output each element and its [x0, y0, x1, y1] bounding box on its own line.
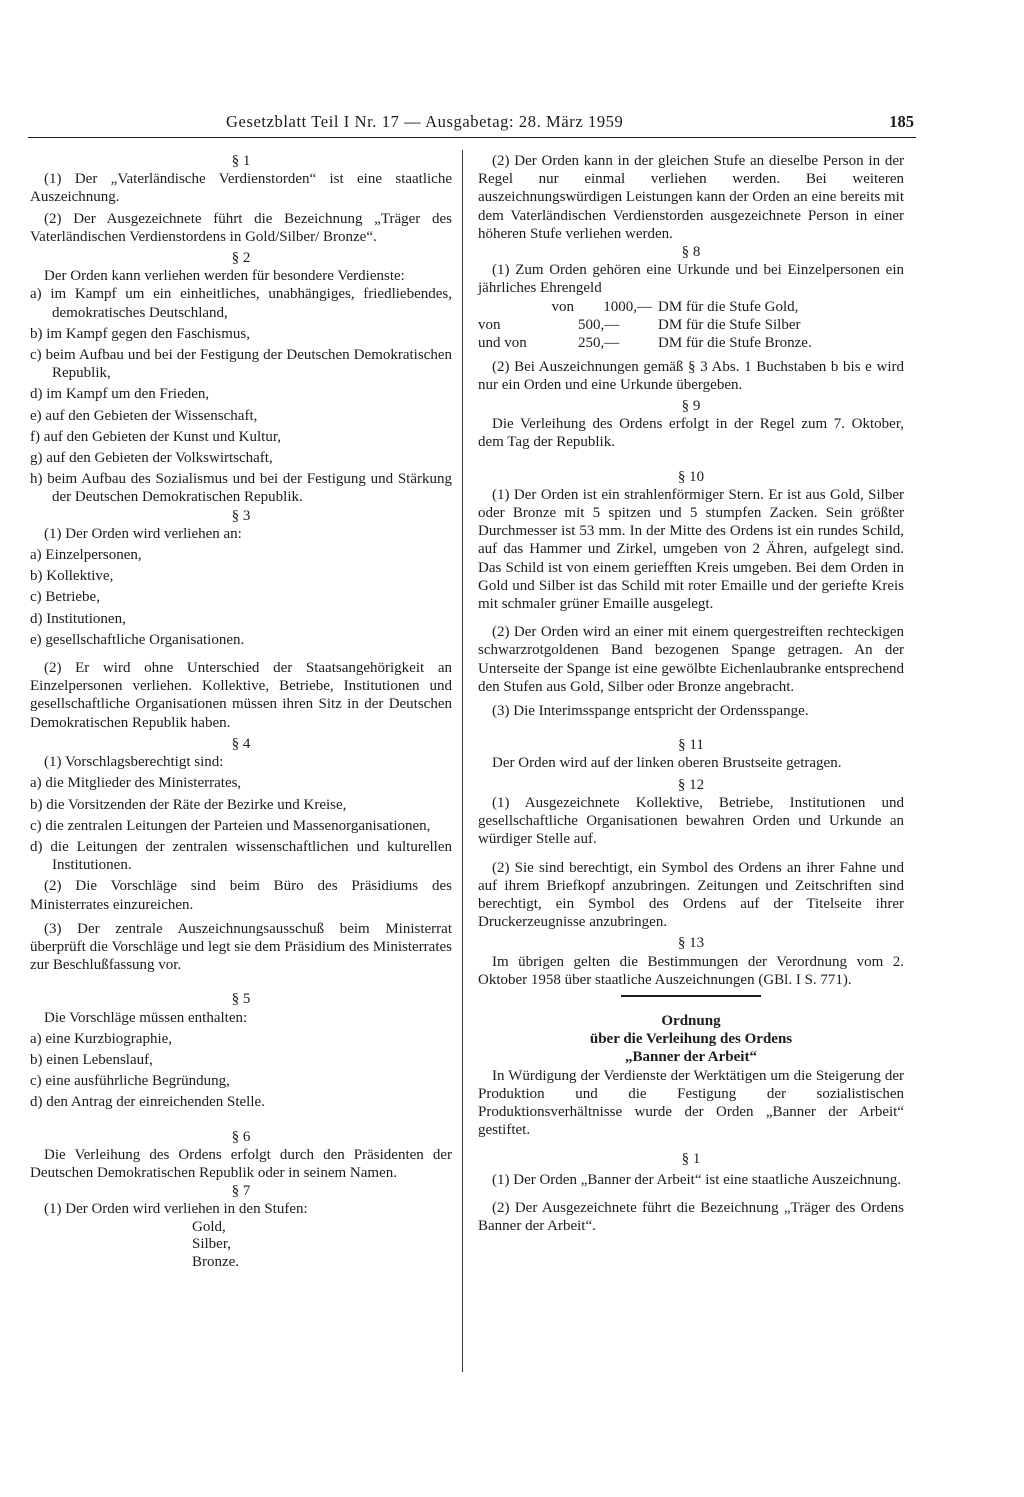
left-column	[30, 152, 452, 1271]
ehrengeld-amount: 1000,—	[603, 298, 652, 315]
list-item: e) gesellschaftliche Organisationen.	[30, 631, 245, 648]
paragraph: (2) Sie sind berechtigt, ein Symbol des Ordens an ihrer Fahne und auf ihrem Briefkopf anzubringen. Zeitungen und Zeitschriften sind berechtigt, ein Symbol des Ordens auf der Titelseite ihrer Druckerzeugnisse anzubringen.	[478, 859, 904, 931]
list-item: b) die Vorsitzenden der Räte der Bezirke und Kreise,	[30, 796, 347, 813]
separator-rule	[621, 995, 761, 998]
paragraph: (1) Der Orden wird verliehen an:	[44, 525, 242, 542]
paragraph: (2) Der Orden wird an einer mit einem quergestreiften rechteckigen schwarzrotgoldenen Band bezogenen Spange getragen. An der Unterseite der Spange ist eine gewölbte Eichenlaubranke entsprechend den Stufen aus Gold, Silber oder Bronze angebracht.	[478, 624, 904, 695]
ehrengeld-prefix: von	[478, 316, 501, 333]
paragraph: (2) Der Ausgezeichnete führt die Bezeichnung „Träger des Ordens Banner der Arbeit“.	[478, 1200, 904, 1235]
list-item: a) die Mitglieder des Ministerrates,	[30, 775, 242, 792]
ordnung-title-line: „Banner der Arbeit“	[625, 1049, 757, 1066]
paragraph: (1) Der Orden „Banner der Arbeit“ ist eine staatliche Auszeichnung.	[492, 1171, 902, 1188]
ordnung-title-line: Ordnung	[661, 1013, 721, 1030]
list	[30, 285, 452, 506]
paragraph: (1) Der Orden wird verliehen in den Stufen:	[44, 1201, 308, 1218]
list-item: c) beim Aufbau und bei der Festigung der Deutschen Demokratischen Republik,	[30, 347, 452, 382]
paragraph: (2) Er wird ohne Unterschied der Staatsangehörigkeit an Einzelpersonen verliehen. Kollektive, Betriebe, Institutionen und gesellschaftliche Organisationen müssen ihren Sitz in der Deutschen Demokratischen Republik haben.	[30, 660, 452, 731]
paragraph: (1) Der „Vaterländische Verdienstorden“ ist eine staatliche Auszeichnung.	[30, 171, 452, 206]
stufe-item: Gold,	[192, 1218, 226, 1235]
list	[30, 1030, 452, 1112]
ordnung-title-line: über die Verleihung des Ordens	[589, 1031, 793, 1048]
list-item: h) beim Aufbau des Sozialismus und bei der Festigung und Stärkung der Deutschen Demokratischen Republik.	[30, 471, 452, 506]
list-item: g) auf den Gebieten der Volkswirtschaft,	[30, 450, 273, 467]
paragraph: (2) Der Ausgezeichnete führt die Bezeichnung „Träger des Vaterländischen Verdienstordens in Gold/Silber/ Bronze“.	[30, 210, 452, 245]
paragraph: (1) Vorschlagsberechtigt sind:	[44, 754, 224, 771]
ehrengeld-text: DM für die Stufe Bronze.	[658, 334, 812, 351]
paragraph: Die Verleihung des Ordens erfolgt in der Regel zum 7. Oktober, dem Tag der Republik.	[478, 416, 904, 451]
list-item: c) Betriebe,	[30, 589, 100, 606]
list-item: b) Kollektive,	[30, 568, 114, 585]
paragraph: (2) Die Vorschläge sind beim Büro des Präsidiums des Ministerrates einzureichen.	[30, 878, 452, 913]
paragraph: (1) Ausgezeichnete Kollektive, Betriebe, Institutionen und gesellschaftliche Organisationen bewahren Orden und Urkunde an würdiger Stelle auf.	[478, 794, 904, 848]
ehrengeld-text: DM für die Stufe Gold,	[658, 298, 799, 315]
list-item: d) den Antrag der einreichenden Stelle.	[30, 1094, 265, 1111]
ehrengeld-prefix: von	[551, 298, 574, 315]
list-item: b) im Kampf gegen den Faschismus,	[30, 325, 250, 342]
ehrengeld-amount: 500,—	[578, 316, 620, 333]
column-divider	[462, 150, 463, 1372]
page-header	[28, 113, 916, 138]
section-heading: § 4	[231, 735, 251, 752]
section-heading: § 1	[231, 153, 251, 169]
section-heading: § 8	[681, 244, 701, 261]
paragraph: Im übrigen gelten die Bestimmungen der Verordnung vom 2. Oktober 1958 über staatliche Auszeichnungen (GBl. I S. 771).	[478, 953, 904, 988]
list-item: d) Institutionen,	[30, 610, 126, 627]
stufen-list	[30, 1219, 452, 1272]
paragraph: Die Vorschläge müssen enthalten:	[44, 1009, 248, 1026]
ehrengeld-text: DM für die Stufe Silber	[658, 316, 801, 333]
section-heading: § 5	[231, 991, 251, 1008]
list-item: a) eine Kurzbiographie,	[30, 1030, 173, 1047]
list-item: f) auf den Gebieten der Kunst und Kultur,	[30, 428, 281, 445]
paragraph: Der Orden kann verliehen werden für besondere Verdienste:	[44, 268, 405, 285]
ehrengeld-prefix: und von	[478, 334, 527, 351]
section-heading: § 7	[231, 1183, 251, 1200]
section-heading: § 10	[677, 468, 705, 485]
section-heading: § 13	[677, 935, 705, 952]
paragraph: (2) Der Orden kann in der gleichen Stufe an dieselbe Person in der Regel nur einmal verliehen werden. Bei weiteren auszeichnungswürdigen Leistungen kann der Orden an eine bereits mit dem Vaterländischen Verdienstorden ausgezeichnete Person in einer höheren Stufe verliehen werden.	[478, 153, 904, 242]
list-item: a) im Kampf um ein einheitliches, unabhängiges, friedliebendes, demokratisches Deutschland,	[30, 286, 452, 321]
paragraph: (3) Die Interimsspange entspricht der Ordensspange.	[492, 703, 809, 720]
section-heading: § 2	[231, 250, 251, 267]
paragraph: Die Verleihung des Ordens erfolgt durch den Präsidenten der Deutschen Demokratischen Republik oder in seinem Namen.	[30, 1146, 452, 1181]
section-heading: § 1	[681, 1150, 701, 1167]
section-heading: § 12	[677, 776, 705, 793]
paragraph: (2) Bei Auszeichnungen gemäß § 3 Abs. 1 Buchstaben b bis e wird nur ein Orden und eine Urkunde übergeben.	[478, 358, 904, 393]
list-item: b) einen Lebenslauf,	[30, 1051, 153, 1068]
paragraph: (1) Zum Orden gehören eine Urkunde und bei Einzelpersonen ein jährliches Ehrengeld	[478, 262, 904, 297]
section-heading: § 9	[681, 398, 701, 415]
page-number: 185	[889, 112, 914, 131]
section-heading: § 3	[231, 507, 251, 524]
list-item: e) auf den Gebieten der Wissenschaft,	[30, 407, 258, 424]
list	[30, 546, 452, 649]
stufe-item: Bronze.	[192, 1253, 240, 1270]
paragraph: (1) Der Orden ist ein strahlenförmiger Stern. Er ist aus Gold, Silber oder Bronze mit 5 spitzen und 5 stumpfen Zacken. Sein größter Durchmesser ist 53 mm. In der Mitte des Ordens ist ein rundes Schild, auf das Hammer und Zirkel, umgeben von 2 Ähren, aufgelegt sind. Das Schild ist von einem geriefften Kreis umgeben. Bei dem Orden in Gold und Silber ist das Schild mit roter Emaille und der geriefte Kreis mit schmaler grüner Emaille ausgelegt.	[478, 486, 904, 613]
list-item: d) die Leitungen der zentralen wissenschaftlichen und kulturellen Institutionen.	[30, 838, 452, 874]
ehrengeld-amount: 250,—	[578, 334, 620, 351]
list-item: c) eine ausführliche Begründung,	[30, 1073, 230, 1090]
section-heading: § 11	[678, 737, 704, 754]
paragraph: Der Orden wird auf der linken oberen Brustseite getragen.	[492, 755, 842, 772]
stufe-item: Silber,	[192, 1236, 231, 1253]
paragraph: In Würdigung der Verdienste der Werktätigen um die Steigerung der Produktion und die Festigung der sozialistischen Produktionsverhältnisse wurde der Orden „Banner der Arbeit“ gestiftet.	[478, 1067, 904, 1139]
paragraph: (3) Der zentrale Auszeichnungsausschuß beim Ministerrat überprüft die Vorschläge und legt sie dem Präsidium des Ministerrates zur Beschlußfassung vor.	[30, 920, 452, 974]
list-item: d) im Kampf um den Frieden,	[30, 386, 210, 403]
list-item: c) die zentralen Leitungen der Parteien und Massenorganisationen,	[30, 817, 431, 834]
header-title: Gesetzblatt Teil I Nr. 17 — Ausgabetag: 28. März 1959	[226, 112, 624, 131]
ehrengeld-table	[478, 298, 904, 352]
list	[30, 774, 452, 874]
list-item: a) Einzelpersonen,	[30, 547, 142, 564]
section-heading: § 6	[231, 1128, 251, 1145]
ordnung-title	[478, 1013, 904, 1066]
right-column	[478, 152, 904, 1235]
